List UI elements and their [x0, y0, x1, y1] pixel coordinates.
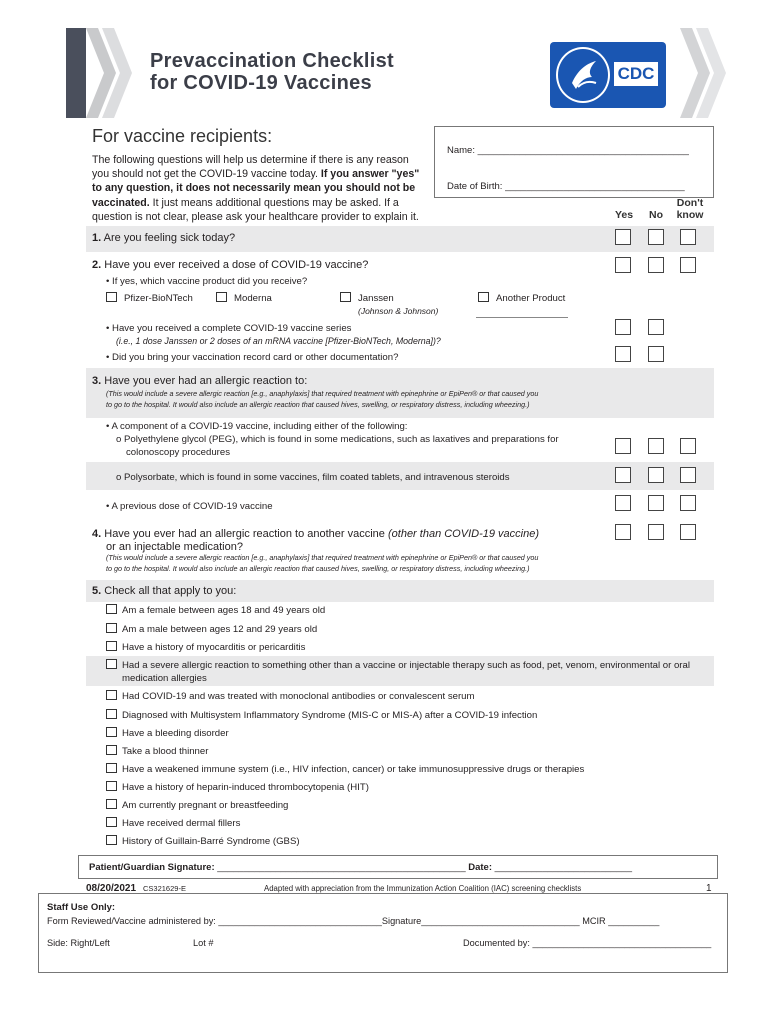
- q2-product-prompt: • If yes, which vaccine product did you receive?: [106, 276, 308, 287]
- q5-checkbox-12[interactable]: [106, 817, 117, 827]
- footer-date: 08/20/2021: [86, 883, 137, 894]
- staff-documented[interactable]: Documented by: ___________________________________: [463, 938, 712, 948]
- q5-item-6: Diagnosed with Multisystem Inflammatory Syndrome (MIS-C or MIS-A) after a COVID-19 infection: [122, 710, 538, 721]
- polysorbate-no-checkbox[interactable]: [648, 467, 664, 483]
- q5-checkbox-11[interactable]: [106, 799, 117, 809]
- name-field[interactable]: Name: ________________________________________: [447, 145, 689, 156]
- series-yes-checkbox[interactable]: [615, 319, 631, 335]
- footer-credit: Adapted with appreciation from the Immunization Action Coalition (IAC) screening checklists: [264, 884, 582, 893]
- q5-checkbox-2[interactable]: [106, 623, 117, 633]
- q4-text: 4. Have you ever had an allergic reaction to another vaccine (other than COVID-19 vaccine): [92, 528, 539, 540]
- q3-previous: • A previous dose of COVID-19 vaccine: [106, 501, 273, 512]
- previous-dontknow-checkbox[interactable]: [680, 495, 696, 511]
- janssen-checkbox[interactable]: [340, 292, 351, 302]
- q5-checkbox-7[interactable]: [106, 727, 117, 737]
- dob-field[interactable]: Date of Birth: __________________________________: [447, 181, 685, 192]
- cdc-wordmark: CDC: [614, 62, 658, 86]
- q3-peg-1: o Polyethylene glycol (PEG), which is found in some medications, such as laxatives and preparations for: [116, 434, 559, 445]
- col-no: No: [649, 209, 663, 221]
- card-no-checkbox[interactable]: [648, 346, 664, 362]
- footer-page: 1: [706, 883, 712, 894]
- q3-note-2: to go to the hospital. It would also include an allergic reaction that caused hives, swelling, or respiratory distress, including wheezing.): [106, 400, 530, 409]
- polysorbate-yes-checkbox[interactable]: [615, 467, 631, 483]
- signature-date-line[interactable]: __________________________: [494, 862, 633, 873]
- previous-no-checkbox[interactable]: [648, 495, 664, 511]
- eagle-icon: [558, 49, 608, 101]
- another-product-checkbox[interactable]: [478, 292, 489, 302]
- janssen-note: (Johnson & Johnson): [358, 306, 439, 316]
- q5-checkbox-3[interactable]: [106, 641, 117, 651]
- q5-item-5: Had COVID-19 and was treated with monoclonal antibodies or convalescent serum: [122, 691, 475, 702]
- signature-line[interactable]: _______________________________________________: [217, 862, 466, 873]
- q2-text: 2. Have you ever received a dose of COVID-19 vaccine?: [92, 259, 369, 271]
- q5-checkbox-6[interactable]: [106, 709, 117, 719]
- peg-no-checkbox[interactable]: [648, 438, 664, 454]
- q5-checkbox-13[interactable]: [106, 835, 117, 845]
- q5-text: 5. Check all that apply to you:: [92, 585, 237, 597]
- q4-yes-checkbox[interactable]: [615, 524, 631, 540]
- q5-item-9: Have a weakened immune system (i.e., HIV infection, cancer) or take immunosuppressive drugs or therapies: [122, 764, 585, 775]
- intro-line-5: question is not clear, please ask your healthcare provider to explain it.: [92, 210, 419, 223]
- q3-component: • A component of a COVID-19 vaccine, including either of the following:: [106, 421, 408, 432]
- staff-side[interactable]: Side: Right/Left: [47, 938, 110, 948]
- q5-item-4-cont: medication allergies: [122, 673, 207, 684]
- complete-series-note: (i.e., 1 dose Janssen or 2 doses of an mRNA vaccine [Pfizer-BioNTech, Moderna])?: [116, 336, 441, 346]
- q5-item-1: Am a female between ages 18 and 49 years old: [122, 605, 326, 616]
- another-product-line[interactable]: [476, 317, 568, 318]
- q3-text: 3. Have you ever had an allergic reaction to:: [92, 375, 308, 387]
- q5-item-13: History of Guillain-Barré Syndrome (GBS): [122, 836, 300, 847]
- q5-item-4: Had a severe allergic reaction to something other than a vaccine or injectable therapy such as food, pet, venom, environmental or oral: [122, 660, 690, 671]
- intro-line-2: you should not get the COVID-19 vaccine today. If you answer "yes": [92, 168, 420, 181]
- q5-item-10: Have a history of heparin-induced thrombocytopenia (HIT): [122, 782, 369, 793]
- staff-lot[interactable]: Lot #: [193, 938, 214, 948]
- cdc-logo-icon: [550, 42, 666, 108]
- signature-label: Patient/Guardian Signature: _______________________________________________ Date: __________________________: [89, 862, 633, 873]
- peg-dontknow-checkbox[interactable]: [680, 438, 696, 454]
- polysorbate-dontknow-checkbox[interactable]: [680, 467, 696, 483]
- q1-text: 1. Are you feeling sick today?: [92, 232, 236, 244]
- q1-no-checkbox[interactable]: [648, 229, 664, 245]
- q5-item-3: Have a history of myocarditis or pericarditis: [122, 642, 306, 653]
- q3-peg-2: colonoscopy procedures: [126, 447, 230, 458]
- q5-checkbox-9[interactable]: [106, 763, 117, 773]
- card-yes-checkbox[interactable]: [615, 346, 631, 362]
- intro-line-3: to any question, it does not necessarily mean you should not be: [92, 182, 416, 195]
- q2-no-checkbox[interactable]: [648, 257, 664, 273]
- q1-dontknow-checkbox[interactable]: [680, 229, 696, 245]
- q5-item-11: Am currently pregnant or breastfeeding: [122, 800, 289, 811]
- janssen-label: Janssen: [358, 293, 394, 304]
- intro-line-4: vaccinated. It just means additional questions may be asked. If a: [92, 196, 399, 209]
- q5-item-8: Take a blood thinner: [122, 746, 209, 757]
- footer-code: CS321629-E: [143, 884, 186, 893]
- q5-checkbox-4[interactable]: [106, 659, 117, 669]
- hhs-seal-icon: [556, 47, 610, 103]
- series-no-checkbox[interactable]: [648, 319, 664, 335]
- title-line-2: for COVID-19 Vaccines: [150, 72, 372, 94]
- q2-yes-checkbox[interactable]: [615, 257, 631, 273]
- title-line-1: Prevaccination Checklist: [150, 50, 394, 72]
- q5-checkbox-1[interactable]: [106, 604, 117, 614]
- pfizer-label: Pfizer-BioNTech: [124, 293, 193, 304]
- staff-use-box: [38, 893, 728, 973]
- q5-checkbox-8[interactable]: [106, 745, 117, 755]
- q3-note-1: (This would include a severe allergic reaction [e.g., anaphylaxis] that required treatment with epinephrine or EpiPen® or that caused you: [106, 389, 539, 398]
- pfizer-checkbox[interactable]: [106, 292, 117, 302]
- q5-item-7: Have a bleeding disorder: [122, 728, 229, 739]
- q1-yes-checkbox[interactable]: [615, 229, 631, 245]
- complete-series-text: • Have you received a complete COVID-19 vaccine series: [106, 323, 352, 334]
- record-card-text: • Did you bring your vaccination record card or other documentation?: [106, 352, 399, 363]
- header-banner-bar: [66, 28, 86, 118]
- staff-reviewed[interactable]: Form Reviewed/Vaccine administered by: ________________________________Signature_______________________________ MCIR __________: [47, 916, 660, 926]
- q5-checkbox-10[interactable]: [106, 781, 117, 791]
- header-chevron-right-2: [696, 28, 726, 118]
- q4-note-2: to go to the hospital. It would also include an allergic reaction that caused hives, swelling, or respiratory distress, including wheezing.): [106, 564, 530, 573]
- recipients-intro: [92, 153, 422, 224]
- q5-checkbox-5[interactable]: [106, 690, 117, 700]
- signature-box: [78, 855, 718, 879]
- previous-yes-checkbox[interactable]: [615, 495, 631, 511]
- q4-note-1: (This would include a severe allergic reaction [e.g., anaphylaxis] that required treatment with epinephrine or EpiPen® or that caused you: [106, 553, 539, 562]
- col-dont-know: Don't know: [676, 197, 704, 221]
- col-yes: Yes: [614, 209, 634, 221]
- peg-yes-checkbox[interactable]: [615, 438, 631, 454]
- q2-dontknow-checkbox[interactable]: [680, 257, 696, 273]
- q4-text-cont: or an injectable medication?: [106, 541, 243, 553]
- staff-heading: Staff Use Only:: [47, 902, 116, 913]
- moderna-label: Moderna: [234, 293, 272, 304]
- q5-item-2: Am a male between ages 12 and 29 years old: [122, 624, 318, 635]
- intro-line-1: The following questions will help us determine if there is any reason: [92, 154, 409, 166]
- page-title: [150, 50, 394, 94]
- q5-item-12: Have received dermal fillers: [122, 818, 241, 829]
- header-chevron-left-2: [102, 28, 132, 118]
- recipients-heading: For vaccine recipients:: [92, 126, 273, 146]
- q3-polysorbate: o Polysorbate, which is found in some vaccines, film coated tablets, and intravenous steroids: [116, 472, 510, 483]
- q4-no-checkbox[interactable]: [648, 524, 664, 540]
- another-product-label: Another Product: [496, 293, 566, 304]
- moderna-checkbox[interactable]: [216, 292, 227, 302]
- name-dob-box: [434, 126, 714, 198]
- q4-dontknow-checkbox[interactable]: [680, 524, 696, 540]
